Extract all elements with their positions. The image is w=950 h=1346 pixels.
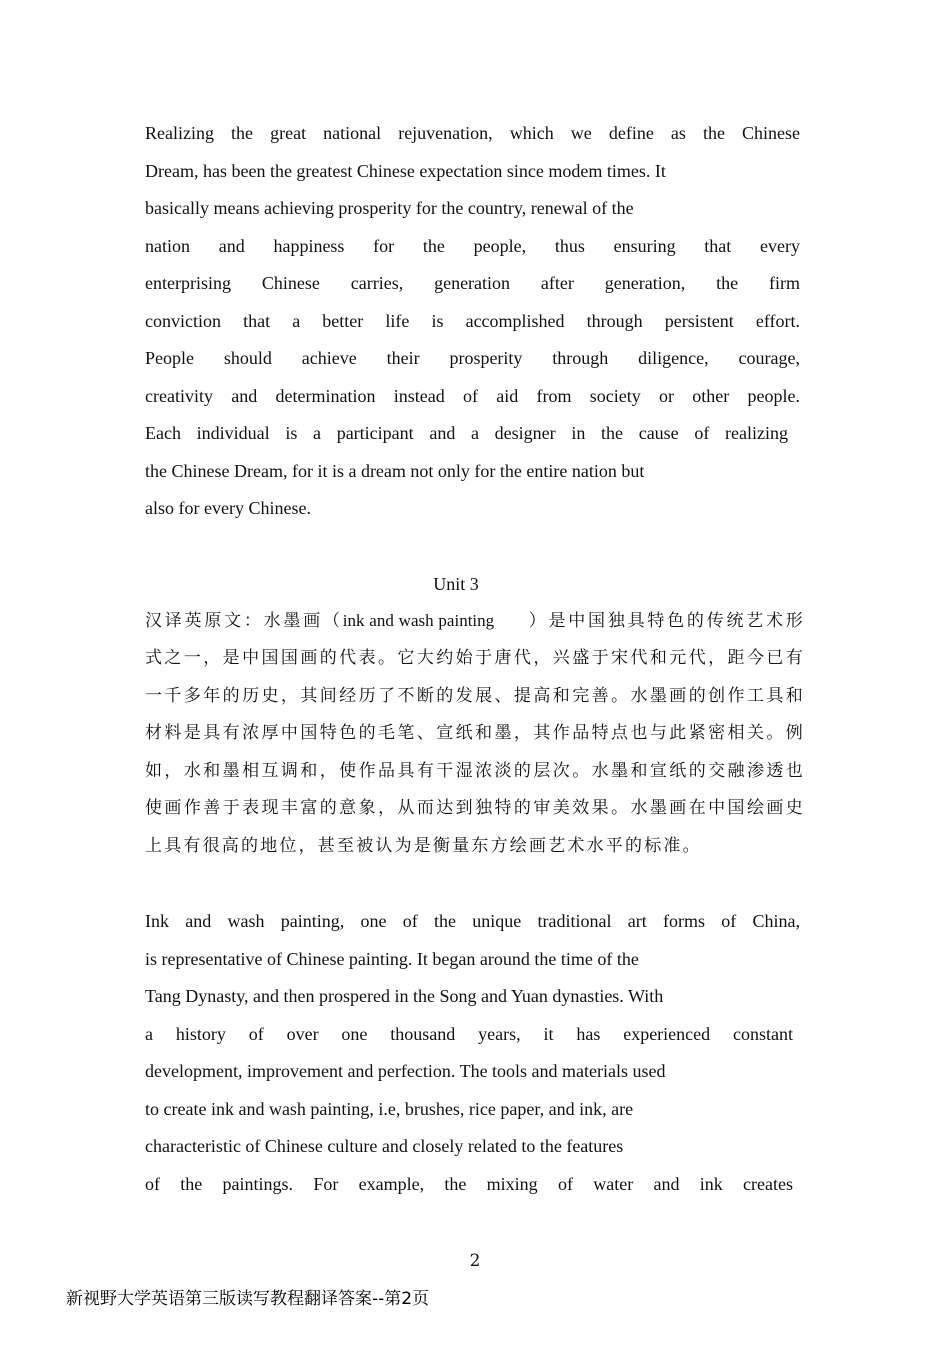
text-line: Each individual is a participant and a designer in the cause of realizing [145,423,788,443]
text-line: a history of over one thousand years, it has experienced constant [145,1024,793,1044]
text-line: 式之一，是中国国画的代表。它大约始于唐代，兴盛于宋代和元代，距今已有 [145,648,805,668]
text-line [145,609,805,633]
text-line: Tang Dynasty, and then prospered in the Song and Yuan dynasties. With [145,986,664,1006]
text-line: conviction that a better life is accomplished through persistent effort. [145,311,800,331]
text-line: basically means achieving prosperity for the country, renewal of the [145,198,634,218]
text-line: the Chinese Dream, for it is a dream not only for the entire nation but [145,461,645,481]
text-line: is representative of Chinese painting. It began around the time of the [145,949,639,969]
text-line: to create ink and wash painting, i.e, brushes, rice paper, and ink, are [145,1099,634,1119]
text-line: Dream, has been the greatest Chinese expectation since modem times. It [145,161,666,181]
text-line: 一千多年的历史，其间经历了不断的发展、提高和完善。水墨画的创作工具和 [145,686,805,706]
text-line: of the paintings. For example, the mixing of water and ink creates [145,1174,793,1194]
text-line: enterprising Chinese carries, generation after generation, the firm [145,273,800,293]
text-line: creativity and determination instead of aid from society or other people. [145,386,800,406]
text-line: Realizing the great national rejuvenation, which we define as the Chinese [145,123,800,143]
text-line: 使画作善于表现丰富的意象，从而达到独特的审美效果。水墨画在中国绘画史 [145,798,805,818]
page-number: 2 [469,1251,481,1271]
source-prefix: 汉译英原文：水墨画（ [145,611,343,631]
text-line: 如，水和墨相互调和，使作品具有干湿浓淡的层次。水墨和宣纸的交融渗透也 [145,761,805,781]
english-term: ink and wash painting [342,611,495,630]
source-suffix: ）是中国独具特色的传统艺术形 [528,611,806,631]
text-line: development, improvement and perfection. The tools and materials used [145,1061,666,1081]
text-line: also for every Chinese. [145,498,311,518]
text-line: nation and happiness for the people, thus ensuring that every [145,236,800,256]
text-line: 上具有很高的地位，甚至被认为是衡量东方绘画艺术水平的标准。 [145,836,702,856]
footer-caption: 新视野大学英语第三版读写教程翻译答案--第2页 [66,1289,430,1309]
text-line: People should achieve their prosperity through diligence, courage, [145,348,800,368]
text-line: characteristic of Chinese culture and closely related to the features [145,1136,624,1156]
text-line: 材料是具有浓厚中国特色的毛笔、宣纸和墨，其作品特点也与此紧密相关。例 [145,723,805,743]
text-line: Ink and wash painting, one of the unique traditional art forms of China, [145,911,800,931]
unit-heading: Unit 3 [433,574,479,594]
